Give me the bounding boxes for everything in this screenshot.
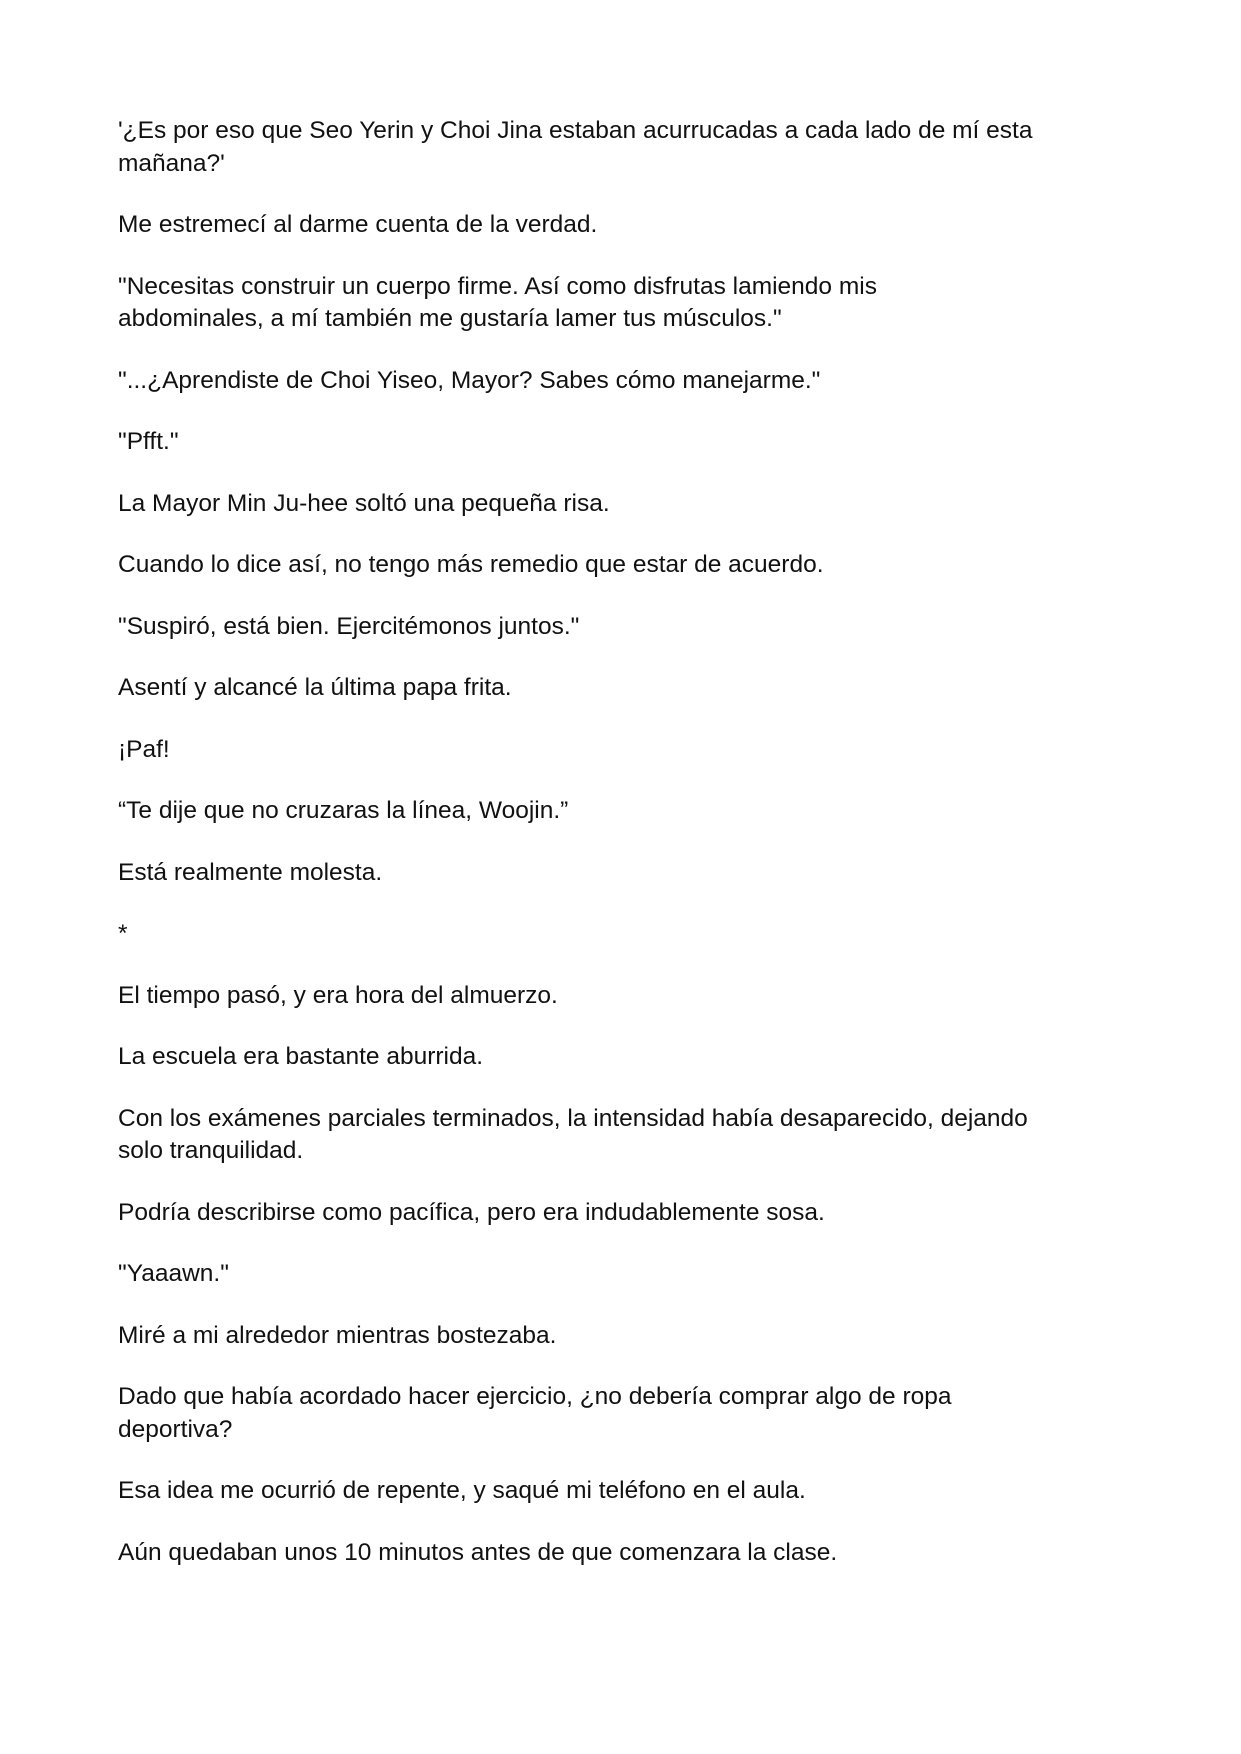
paragraph-13: El tiempo pasó, y era hora del almuerzo. [118, 981, 558, 1009]
paragraph-10: ¡Paf! [118, 735, 170, 763]
paragraph-15: Con los exámenes parciales terminados, la intensidad había desaparecido, dejando solo tranquilidad. [118, 1104, 1028, 1164]
paragraph-1: '¿Es por eso que Seo Yerin y Choi Jina estaban acurrucadas a cada lado de mí esta mañana?' [118, 117, 1033, 177]
paragraph-12: Está realmente molesta. [118, 858, 383, 886]
scene-break: * [118, 920, 128, 947]
paragraph-8: "Suspiró, está bien. Ejercitémonos juntos." [118, 612, 580, 640]
paragraph-7: Cuando lo dice así, no tengo más remedio que estar de acuerdo. [118, 551, 824, 578]
paragraph-18: Miré a mi alrededor mientras bostezaba. [118, 1321, 557, 1349]
paragraph-6: La Mayor Min Ju-hee soltó una pequeña risa. [118, 489, 610, 517]
paragraph-17: "Yaaawn." [118, 1260, 229, 1287]
paragraph-21: Aún quedaban unos 10 minutos antes de que comenzara la clase. [118, 1538, 838, 1566]
paragraph-3: "Necesitas construir un cuerpo firme. Así como disfrutas lamiendo mis abdominales, a mí también me gustaría lamer tus músculos." [118, 272, 877, 332]
document-body [118, 115, 1118, 1598]
paragraph-16: Podría describirse como pacífica, pero era indudablemente sosa. [118, 1198, 825, 1226]
paragraph-19: Dado que había acordado hacer ejercicio, ¿no debería comprar algo de ropa deportiva? [118, 1383, 952, 1443]
paragraph-14: La escuela era bastante aburrida. [118, 1043, 484, 1070]
paragraph-9: Asentí y alcancé la última papa frita. [118, 674, 512, 701]
paragraph-4: "...¿Aprendiste de Choi Yiseo, Mayor? Sabes cómo manejarme." [118, 366, 821, 394]
paragraph-5: "Pfft." [118, 428, 179, 455]
paragraph-20: Esa idea me ocurrió de repente, y saqué mi teléfono en el aula. [118, 1477, 806, 1504]
paragraph-2: Me estremecí al darme cuenta de la verdad. [118, 211, 598, 238]
paragraph-11: “Te dije que no cruzaras la línea, Woojin.” [118, 797, 569, 824]
